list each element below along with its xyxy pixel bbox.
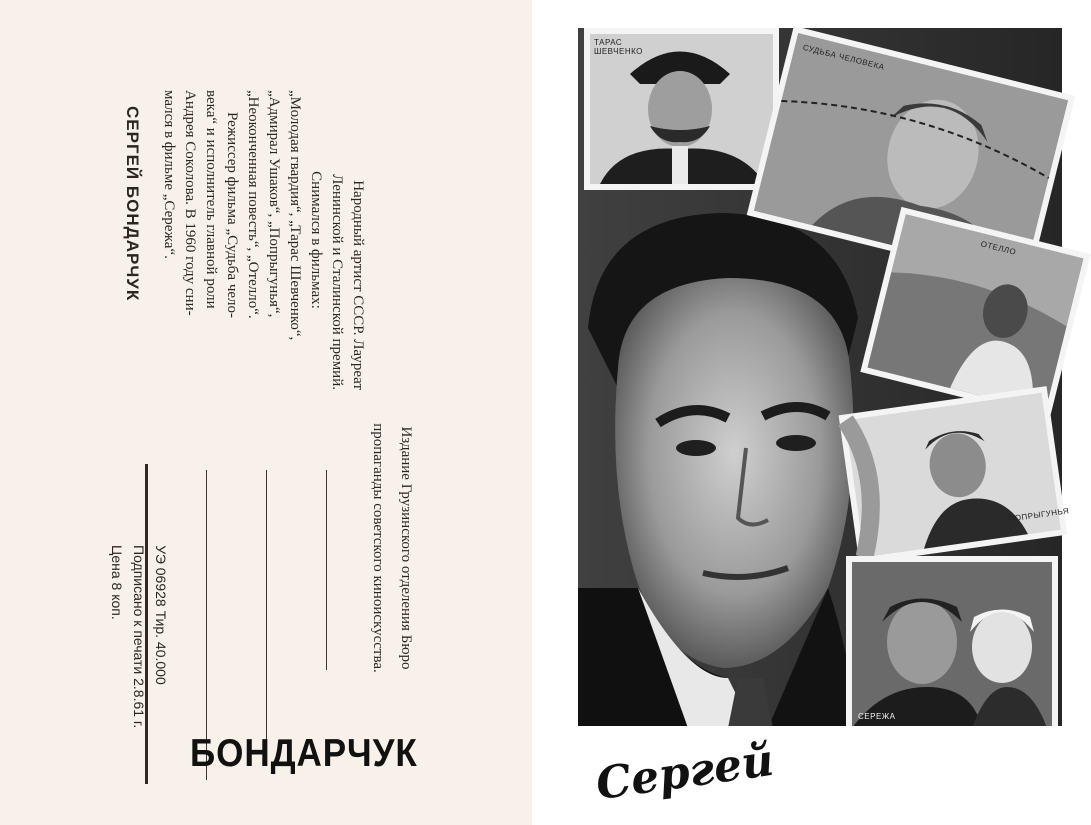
bio-line: Андрея Соколова. В 1960 году сни- xyxy=(182,90,198,316)
postcard-front xyxy=(578,28,1070,818)
publisher-note xyxy=(364,398,420,698)
biography-text xyxy=(158,90,368,390)
rotated-text-area xyxy=(0,0,532,825)
still-caption: СУДЬБА ЧЕЛОВЕКА xyxy=(801,42,886,72)
name-band xyxy=(578,726,1062,818)
still-caption: ОТЕЛЛО xyxy=(979,239,1018,257)
imprint-block xyxy=(106,545,172,729)
bio-line: „Неоконченная повесть“, „Отелло“. xyxy=(245,90,261,319)
postcard-back xyxy=(0,0,532,825)
publisher-line: Издание Грузинского отделения Бюро xyxy=(398,426,414,670)
still-taras-shevchenko xyxy=(584,28,779,190)
bio-line: Режиссер фильма „Судьба чело- xyxy=(224,112,240,319)
svg-text:Сергей: Сергей xyxy=(592,734,777,811)
imprint-signed: Подписано к печати 2.8.61 г. xyxy=(131,545,147,729)
man-with-hat-image xyxy=(590,34,773,184)
still-image xyxy=(852,562,1052,728)
still-caption: ПОПРЫГУНЬЯ xyxy=(1008,506,1070,524)
bio-line: „Адмирал Ушаков“, „Попрыгунья“, xyxy=(266,90,282,318)
still-caption: ТАРАС ШЕВЧЕНКО xyxy=(594,38,643,56)
still-caption: СЕРЕЖА xyxy=(858,712,896,721)
bio-line: мался в фильме „Сережа“. xyxy=(161,90,177,259)
bio-line: Народный артист СССР. Лауреат xyxy=(350,180,366,390)
bio-line: века“ и исполнитель главной роли xyxy=(203,90,219,309)
poprygunya-image xyxy=(845,393,1060,557)
bio-line: Снимался в фильмах: xyxy=(308,171,324,309)
bio-line: Ленинской и Сталинской премий. xyxy=(329,174,345,390)
card-title: СЕРГЕЙ БОНДАРЧУК xyxy=(123,106,142,302)
address-rule xyxy=(326,470,327,670)
still-image xyxy=(845,393,1070,557)
bio-line: „Молодая гвардия“, „Тарас Шевченко“, xyxy=(287,90,303,341)
address-rule xyxy=(266,470,267,760)
still-image xyxy=(590,34,773,184)
imprint-price: Цена 8 коп. xyxy=(109,545,125,620)
publisher-line: пропаганды советского киноискусства. xyxy=(370,423,386,673)
still-poprygunya xyxy=(839,386,1068,564)
script-first-name xyxy=(588,726,788,818)
imprint-code: УЭ 06928 Тир. 40.000 xyxy=(153,545,169,685)
seryozha-image xyxy=(852,562,1052,728)
surname-title: БОНДАРЧУК xyxy=(190,732,418,775)
still-seryozha xyxy=(846,556,1058,734)
